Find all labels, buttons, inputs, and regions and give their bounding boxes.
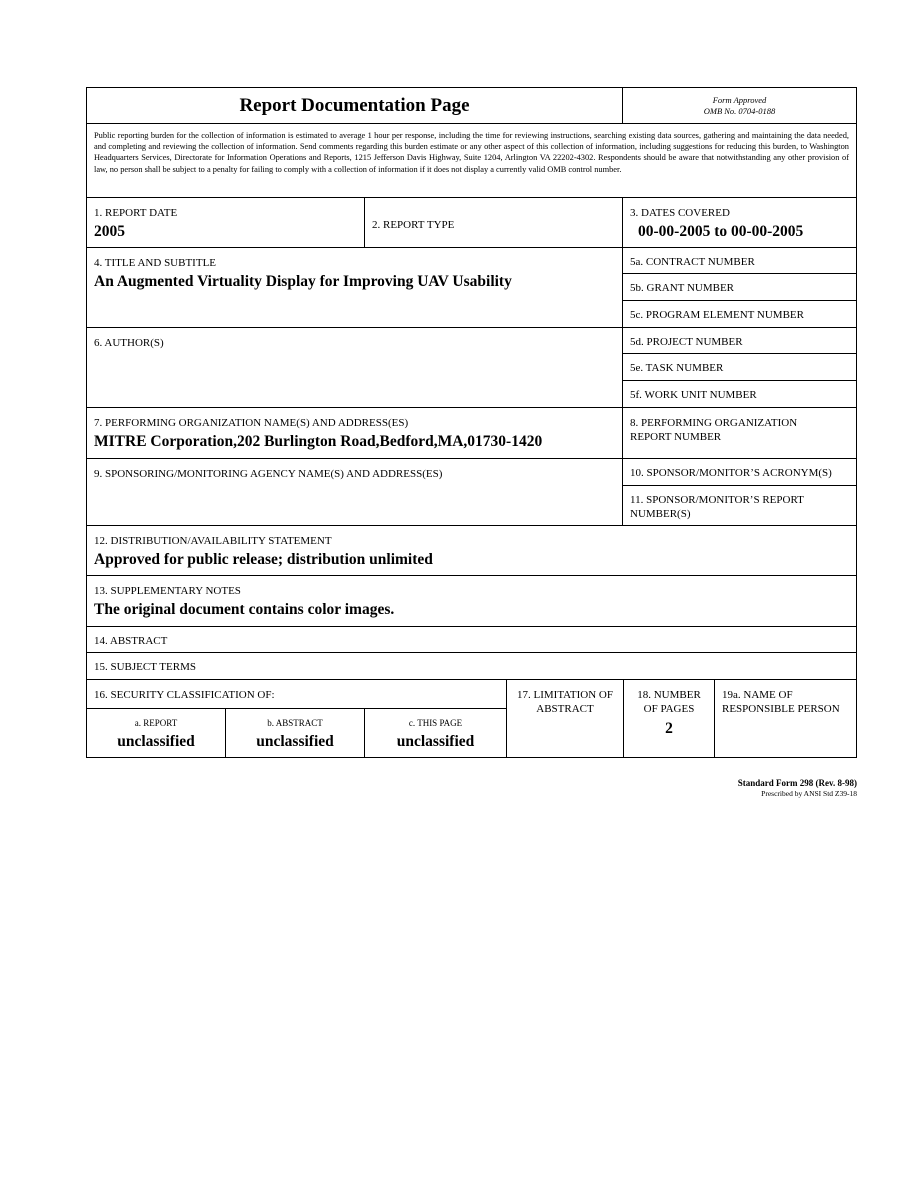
grant-number-label: 5b. GRANT NUMBER	[623, 274, 856, 300]
performing-report-label: 8. PERFORMING ORGANIZATION REPORT NUMBER	[630, 417, 798, 443]
dates-row	[87, 198, 856, 248]
security-row	[87, 680, 856, 757]
report-date-label: 1. REPORT DATE	[94, 207, 178, 219]
title-cell	[87, 248, 623, 327]
sponsoring-row	[87, 459, 856, 526]
contract-number-label: 5a. CONTRACT NUMBER	[623, 248, 856, 274]
performing-org-cell	[87, 408, 623, 458]
report-documentation-form	[86, 87, 857, 758]
limitation-label: 17. LIMITATION OF ABSTRACT	[507, 680, 624, 757]
distribution-cell	[87, 526, 856, 575]
burden-row	[87, 124, 856, 198]
supplementary-row	[87, 576, 856, 627]
supplementary-cell	[87, 576, 856, 626]
security-report-value: unclassified	[117, 733, 195, 750]
dates-covered-cell	[623, 198, 856, 247]
sponsoring-agency-label: 9. SPONSORING/MONITORING AGENCY NAME(S) AND ADDRESS(ES)	[94, 468, 443, 480]
pages-value: 2	[665, 720, 673, 737]
contract-subgrid	[623, 248, 856, 327]
title-label: 4. TITLE AND SUBTITLE	[94, 257, 217, 269]
dates-covered-value: 00-00-2005 to 00-00-2005	[638, 223, 804, 240]
pages-label: 18. NUMBER OF PAGES	[637, 689, 701, 715]
responsible-person-label: 19a. NAME OF RESPONSIBLE PERSON	[722, 689, 840, 715]
pages-cell	[624, 680, 715, 757]
page-title-cell	[87, 88, 623, 123]
report-type-cell	[365, 198, 623, 247]
omb-number: OMB No. 0704-0188	[703, 106, 776, 116]
report-date-cell	[87, 198, 365, 247]
program-element-label: 5c. PROGRAM ELEMENT NUMBER	[630, 308, 804, 321]
distribution-row	[87, 526, 856, 576]
sponsor-acronym-label: 10. SPONSOR/MONITOR’S ACRONYM(S)	[623, 459, 856, 486]
header-row	[87, 88, 856, 124]
performing-row	[87, 408, 856, 459]
performing-org-label: 7. PERFORMING ORGANIZATION NAME(S) AND ADDRESS(ES)	[94, 417, 409, 429]
form-approved-cell	[623, 88, 856, 123]
security-this-page-value: unclassified	[396, 733, 475, 750]
sponsoring-agency-cell	[87, 459, 623, 525]
authors-label: 6. AUTHOR(S)	[94, 337, 164, 349]
security-this-page-cell	[365, 709, 506, 757]
sponsor-report-label: 11. SPONSOR/MONITOR’S REPORT NUMBER(S)	[630, 493, 804, 520]
security-report-label: a. REPORT	[134, 718, 178, 728]
security-classification-label: 16. SECURITY CLASSIFICATION OF:	[87, 680, 506, 709]
security-classification-group	[87, 680, 507, 757]
sponsor-subgrid	[623, 459, 856, 525]
supplementary-label: 13. SUPPLEMENTARY NOTES	[94, 585, 241, 597]
burden-statement: Public reporting burden for the collection of information is estimated to average 1 hour per response, including the time for reviewing instructions, searching existing data sources, gathering and maintaining the data needed, and completing and reviewing the collection of information. Send comments regarding this burden estimate or any other aspect of this collection of information, including suggestions for reducing this burden, to Washington Headquarters Services, Directorate for Information Operations and Reports, 1215 Jefferson Davis Highway, Suite 1204, Arlington VA 22202-4302. Respondents should be aware that notwithstanding any other provision of law, no person shall be subject to a penalty for failing to comply with a collection of information if it does not display a currently valid OMB control number.	[94, 131, 849, 174]
performing-org-value: MITRE Corporation,202 Burlington Road,Bedford,MA,01730-1420	[94, 433, 543, 450]
author-row	[87, 328, 856, 408]
security-this-page-label: c. THIS PAGE	[408, 718, 463, 728]
security-abstract-value: unclassified	[256, 733, 334, 750]
subject-terms-label: 15. SUBJECT TERMS	[94, 661, 196, 673]
security-subcells	[87, 709, 506, 757]
title-value: An Augmented Virtuality Display for Improving UAV Usability	[94, 273, 512, 290]
project-subgrid	[623, 328, 856, 407]
authors-cell	[87, 328, 623, 407]
standard-form-name: Standard Form 298 (Rev. 8-98)	[737, 778, 857, 788]
dates-covered-label: 3. DATES COVERED	[630, 207, 730, 219]
subject-terms-row	[87, 653, 856, 680]
abstract-label: 14. ABSTRACT	[94, 635, 168, 647]
work-unit-label: 5f. WORK UNIT NUMBER	[630, 388, 757, 401]
supplementary-value: The original document contains color images.	[94, 601, 395, 618]
page-title: Report Documentation Page	[239, 94, 470, 116]
security-report-cell	[87, 709, 226, 757]
title-row	[87, 248, 856, 328]
project-number-label: 5d. PROJECT NUMBER	[623, 328, 856, 354]
form-approved: Form Approved	[712, 95, 767, 105]
security-abstract-label: b. ABSTRACT	[267, 718, 323, 728]
task-number-label: 5e. TASK NUMBER	[623, 354, 856, 380]
abstract-row	[87, 627, 856, 653]
security-abstract-cell	[226, 709, 365, 757]
distribution-value: Approved for public release; distribution unlimited	[94, 551, 433, 568]
report-type-label: 2. REPORT TYPE	[372, 219, 455, 231]
distribution-label: 12. DISTRIBUTION/AVAILABILITY STATEMENT	[94, 535, 332, 547]
report-date-value: 2005	[94, 223, 125, 240]
form-footer	[738, 778, 857, 799]
prescribed-by: Prescribed by ANSI Std Z39-18	[761, 789, 857, 798]
